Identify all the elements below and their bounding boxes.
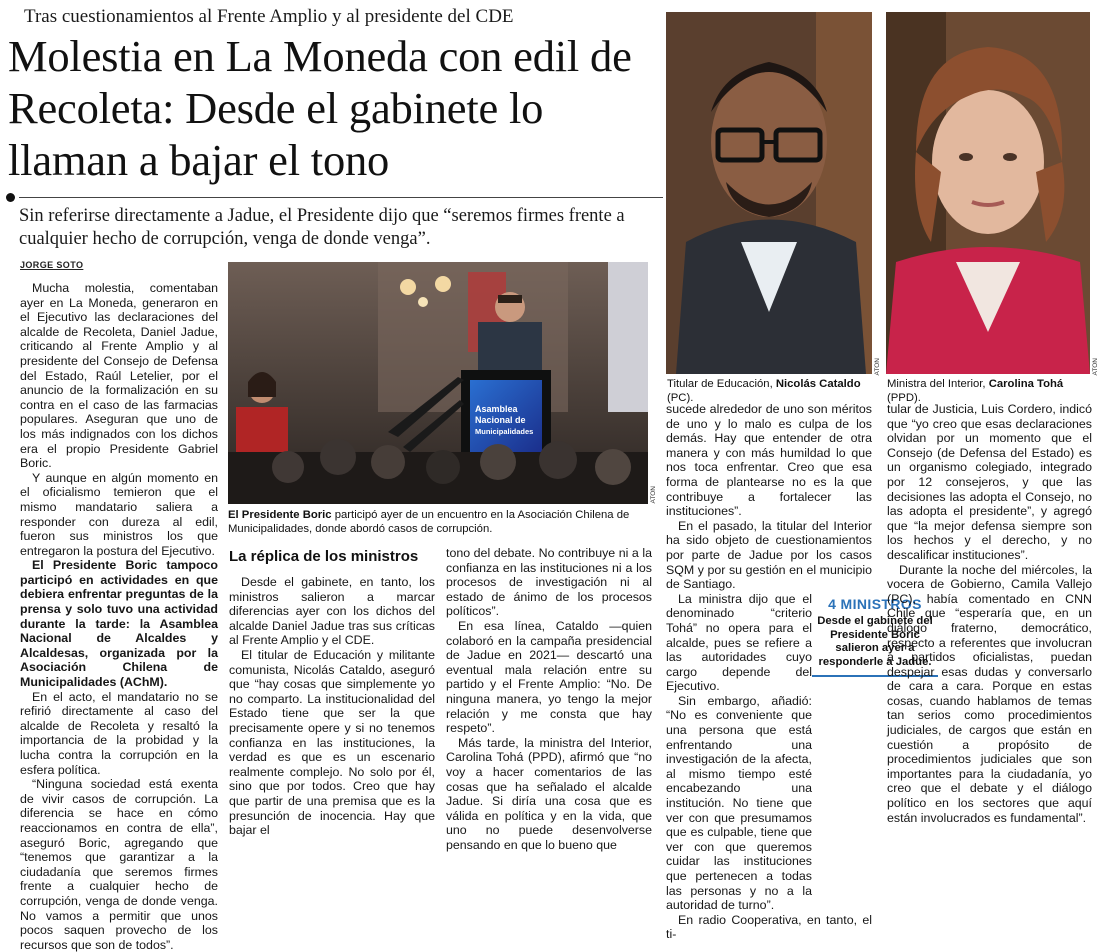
paragraph: En el acto, el mandatario no se refirió directamente al caso del alcalde de Recoleta y resaltó la importancia de la probidad y la lucha contra la corrupción en la esfera política.: [20, 689, 218, 777]
section-subhead: La réplica de los ministros: [229, 548, 419, 565]
paragraph: En el pasado, la titular del Interior ha sido objeto de cuestionamientos por parte de Jadue por los casos SQM y por su gestión en el municipio de Santiago.: [666, 518, 872, 592]
callout-number: 4 MINISTROS: [828, 596, 922, 612]
bullet-icon: [6, 193, 15, 202]
cataldo-photo: [666, 12, 872, 374]
portrait-image: [886, 12, 1090, 374]
caption-suffix: (PC).: [667, 392, 694, 404]
paragraph: El Presidente Boric tampoco participó en actividades en que debiera enfrentar preguntas de la prensa y solo tuvo una actividad durante la tarde: la Asamblea Nacional de Alcaldes y Alcaldesas, organizada por la Asociación Chilena de Municipalidades (AChM).: [20, 558, 218, 690]
caption-suffix: (PPD).: [887, 392, 921, 404]
paragraph: tular de Justicia, Luis Cordero, indicó que “yo creo que esas declaraciones olvidan por un momento que el Consejo (de Defensa del Estado) es un organismo colegiado, integrado por 12 consejeros, y que las decisiones las adopta el Consejo, no las adopta el presidente”, y agregó que “la mejor defensa siempre son los hechos y el derecho, y no descalificar instituciones”.: [887, 402, 1092, 562]
toha-photo: [886, 12, 1090, 374]
banner-text-1: Asamblea: [475, 404, 518, 414]
paragraph: Durante la noche del miércoles, la vocera de Gobierno, Camila Vallejo (PC), había comentado en CNN Chile que “esperaría que, en un diálogo fraterno, democrático, respecto a referentes que involucran a partidos oficialistas, puedan despejar esas dudas y conversarlo de cara a cara. Porque en estas cosas, cuando hablamos de temas tan serios como procedimientos judiciales, de cargos que están en cuestión a propósito de procedimientos judiciales que son importantes para la ciudadanía, yo creo que el debate y el diálogo político en los sectores que aquí están involucrados es fundamental”.: [887, 562, 1092, 825]
toha-caption: [887, 377, 1097, 405]
cataldo-caption: [667, 377, 882, 405]
column-1: [20, 281, 218, 952]
column-3: [446, 546, 652, 852]
caption-name: Carolina Tohá: [988, 378, 1064, 390]
caption-prefix: Ministra del Interior,: [887, 378, 989, 390]
main-photo-caption: [228, 508, 652, 536]
column-5: [887, 402, 1092, 825]
caption-name: Nicolás Cataldo: [775, 378, 861, 390]
paragraph: Desde el gabinete, en tanto, los ministros salieron a marcar diferencias ayer con los dichos del alcalde Daniel Jadue tras sus críticas al Frente Amplio y el CDE.: [229, 575, 435, 648]
caption-name: El Presidente Boric: [228, 509, 332, 521]
paragraph: En radio Cooperativa, en tanto, el ti-: [666, 912, 872, 942]
banner-text-3: Municipalidades: [475, 427, 534, 436]
divider: [19, 197, 663, 198]
paragraph: La ministra dijo que el denominado “criterio Tohá” no opera para el alcalde, pues se refiere a las autoridades cuyo cargo depende del Ejecutivo.: [666, 591, 812, 694]
kicker: Tras cuestionamientos al Frente Amplio y al presidente del CDE: [24, 6, 514, 27]
stage-scene-image: [228, 262, 648, 504]
summary: Sin referirse directamente a Jadue, el Presidente dijo que “seremos firmes frente a cualquier hecho de corrupción, venga de donde venga”.: [19, 206, 625, 249]
paragraph: Sin embargo, añadió: “No es conveniente que una persona que está enfrentando una investigación de la afecta, al mismo tiempo esté encabezando una institución. No tiene que ver con que presumamos que es culpable, tiene que ver con que queremos cuidar las instituciones que pertenecen a todas las personas y no a la autoridad de turno”.: [666, 693, 812, 913]
headline: Molestia en La Moneda con edil de Recoleta: Desde el gabinete lo llaman a bajar el tono: [8, 31, 632, 185]
photo-credit: ATON: [650, 486, 657, 504]
paragraph: sucede alrededor de uno son méritos de uno y lo malo es culpa de los demás. Hay que entender de otra manera y con más humildad lo que nos toca enfrentar. Creo que esa forma de plantearse no es la que contribuye a fortalecer las instituciones”.: [666, 402, 872, 519]
photo-credit: ATON: [874, 358, 881, 376]
portrait-image: [666, 12, 872, 374]
column-2: [229, 575, 435, 838]
paragraph: Más tarde, la ministra del Interior, Carolina Tohá (PPD), afirmó que “no voy a hacer comentarios de las cosas que ha señalado el alcalde Jadue. Si diría una cosa que es válida en política y en la vida, que uno no puede desenvolverse pensando en que lo bueno que: [446, 735, 652, 852]
paragraph: Mucha molestia, comentaban ayer en La Moneda, generaron en el Ejecutivo las declaraciones del alcalde de Recoleta, Daniel Jadue, criticando al Frente Amplio y al presidente del Consejo de Defensa del Estado, Raúl Letelier, por el anuncio de la formalización en su contra en el caso de las farmacias populares. Aseguran que uno de los más indignados con los dichos era el propio Presidente Gabriel Boric.: [20, 281, 218, 471]
paragraph: En esa línea, Cataldo —quien colaboró en la campaña presidencial de Jadue en 2021— descartó una eventual mala relación entre su partido y el Frente Amplio: “No. De ninguna manera, yo tengo la mejor relación y me consta que hay respeto”.: [446, 618, 652, 736]
callout-text: Desde el gabinete del Presidente Boric salieron ayer a responderle a Jadue.: [817, 615, 933, 668]
paragraph: tono del debate. No contribuye ni a la confianza en las instituciones ni a los procesos de investigación ni al estado de ánimo de los procesos políticos”.: [446, 546, 652, 619]
byline: JORGE SOTO: [20, 260, 84, 270]
main-photo: [228, 262, 648, 504]
paragraph: Y aunque en algún momento en el oficialismo temieron que el mismo mandatario saliera a responder con dureza al edil, fueron sus ministros los que entregaron la postura del Ejecutivo.: [20, 470, 218, 558]
paragraph: “Ninguna sociedad está exenta de vivir casos de corrupción. La diferencia se hace en cómo reaccionamos en contra de ella”, aseguró Boric, agregando que “tenemos que garantizar a la ciudadanía que seremos firmes frente a cualquier hecho de corrupción, venga de donde venga. No vamos a permitir que unos pocos saquen provecho de los recursos que son de todos”.: [20, 777, 218, 952]
caption-text: participó ayer de un encuentro en la Asociación Chilena de Municipalidades, donde abordó casos de corrupción.: [228, 509, 630, 535]
photo-credit: ATON: [1092, 358, 1099, 376]
banner-text-2: Nacional de: [475, 415, 526, 425]
paragraph: El titular de Educación y militante comunista, Nicolás Cataldo, aseguró que “hay cosas que simplemente yo no comparto. La institucionalidad del Estado tiene que ser la que precisamente opere y si no tenemos confianza en las instituciones, la verdad es que es un escenario realmente complejo. No solo por él, sino que por todos. Creo que hay que partir de una premisa que es la presunción de inocencia. Hay que bajar el: [229, 647, 435, 838]
caption-prefix: Titular de Educación,: [667, 378, 776, 390]
